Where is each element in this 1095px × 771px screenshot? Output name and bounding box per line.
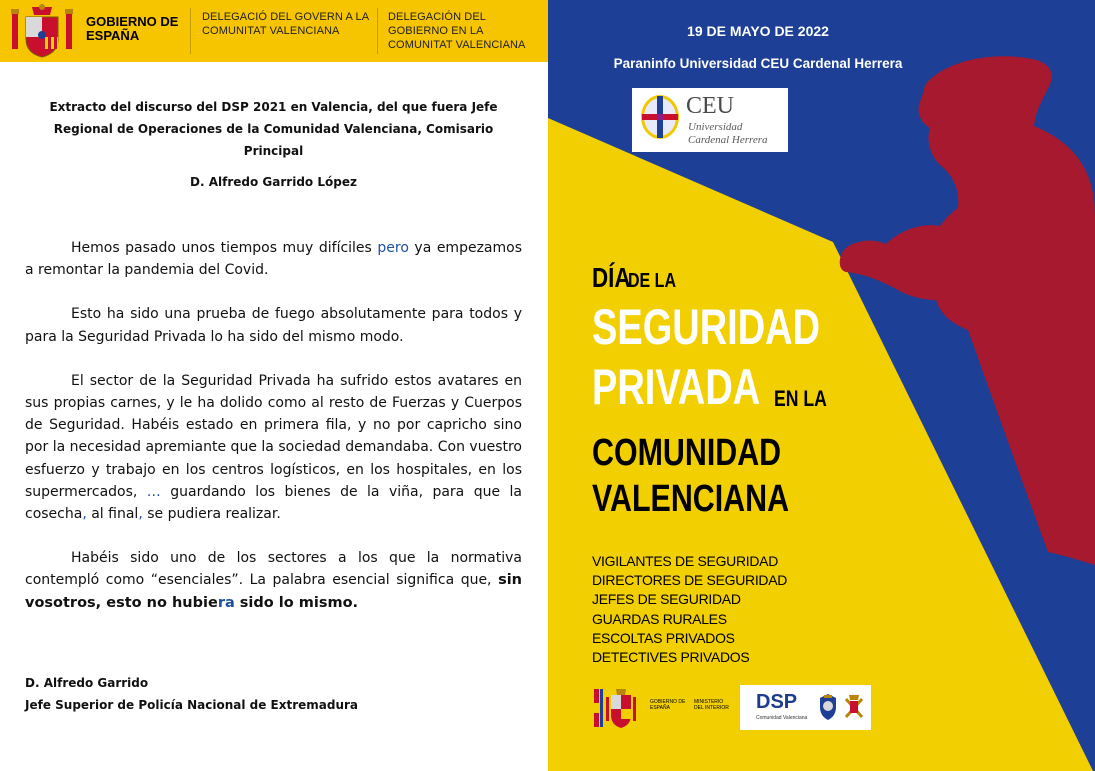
- signature-block: [25, 672, 358, 716]
- ceu-subtitle: Cardenal Herrera: [688, 134, 768, 146]
- title-en-la: EN LA: [774, 386, 827, 411]
- paragraph-highlight: …: [146, 483, 161, 500]
- poster-title-line-1: [592, 262, 688, 294]
- ministry-coat-of-arms-icon: [592, 685, 648, 730]
- government-name: GOBIERNO DE ESPAÑA: [86, 14, 179, 43]
- paragraph-text: se pudiera realizar.: [142, 506, 281, 523]
- paragraph-2: Esto ha sido una prueba de fuego absolutamente para todos y para la Seguridad Privada lo ha sido del mismo modo.: [25, 306, 522, 345]
- paragraph-highlight: ,: [82, 506, 87, 523]
- paragraph-text: Habéis sido uno de los sectores a los que la normativa contempló como “esenciales”. La palabra esencial significa que,: [25, 550, 522, 589]
- coat-of-arms-icon: [10, 3, 74, 59]
- ceu-wordmark: CEU: [686, 93, 734, 119]
- title-privada: PRIVADA: [592, 359, 761, 415]
- ceu-emblem-icon: [640, 94, 680, 140]
- event-poster: [548, 0, 1095, 771]
- header-divider: [377, 8, 378, 54]
- header-divider: [190, 8, 191, 54]
- paragraph-highlight: ,: [138, 506, 143, 523]
- dsp-wordmark: DSP: [756, 691, 798, 713]
- title-comunidad: COMUNIDAD: [592, 432, 782, 474]
- title-dia: DÍA: [592, 262, 631, 293]
- speech-body: [25, 237, 522, 614]
- paragraph-text: Hemos pasado unos tiempos muy difíciles: [71, 240, 378, 256]
- title-seguridad: SEGURIDAD: [592, 299, 821, 355]
- paragraph-text: guardando los bienes de la viña, para que la cosecha: [25, 483, 522, 523]
- delegation-valencian: DELEGACIÓ DEL GOVERN A LA COMUNITAT VALENCIANA: [202, 11, 369, 37]
- paragraph-text: El sector de la Seguridad Privada ha sufrido estos avatares en sus propias carnes, y le ha dolido como al resto de Fuerzas y Cuerpos de Seguridad. Habéis estado en primera fila, y no por capricho sino por la necesidad apremiante que la sociedad demandaba. Con vuestro esfuerzo y trabajo en los centros logísticos, en los hospitales, en los supermercados,: [25, 372, 522, 500]
- paragraph-1: [25, 237, 522, 281]
- guardia-civil-emblem-icon: [842, 693, 866, 721]
- role-item: ESCOLTAS PRIVADOS: [592, 629, 735, 646]
- paragraph-3: [25, 370, 522, 525]
- paragraph-highlight: ra: [217, 594, 235, 611]
- paragraph-highlight: pero: [377, 240, 409, 256]
- speech-author: D. Alfredo Garrido López: [190, 175, 357, 189]
- policia-badge-icon: [818, 693, 838, 721]
- event-venue: Paraninfo Universidad CEU Cardenal Herrera: [613, 56, 903, 71]
- paragraph-4: [25, 547, 522, 614]
- event-date: 19 DE MAYO DE 2022: [687, 23, 829, 39]
- paragraph-emphasis: sido lo mismo.: [234, 594, 359, 611]
- speech-document: [25, 96, 522, 636]
- paragraph-text: al final: [86, 506, 139, 523]
- role-item: DIRECTORES DE SEGURIDAD: [592, 572, 788, 589]
- delegation-spanish: DELEGACIÓN DEL GOBIERNO EN LA COMUNITAT VALENCIANA: [388, 11, 526, 51]
- paragraph-text: ya empezamos a remontar la pandemia del Covid.: [25, 240, 522, 279]
- ministry-logo: [592, 685, 734, 730]
- ceu-logo: [632, 88, 788, 152]
- paragraph-emphasis: sin vosotros, esto no hubie: [25, 572, 522, 611]
- role-item: VIGILANTES DE SEGURIDAD: [592, 553, 779, 569]
- title-valenciana: VALENCIANA: [592, 478, 790, 520]
- roles-list: [592, 552, 787, 667]
- ceu-subtitle: Universidad: [688, 121, 743, 133]
- role-item: JEFES DE SEGURIDAD: [592, 591, 741, 608]
- signature-title: Jefe Superior de Policía Nacional de Extremadura: [25, 698, 359, 712]
- ministry-government-name: GOBIERNO DE ESPAÑA: [650, 699, 686, 711]
- dsp-subtitle: Comunidad Valenciana: [756, 715, 808, 721]
- dsp-logo: [740, 685, 871, 730]
- speech-intro: Extracto del discurso del DSP 2021 en Valencia, del que fuera Jefe Regional de Operaciones de la Comunidad Valenciana, Comisario Principal: [49, 100, 498, 158]
- ministry-name: MINISTERIO DEL INTERIOR: [694, 699, 729, 711]
- title-de-la: DE LA: [628, 270, 677, 292]
- signature-name: D. Alfredo Garrido: [25, 676, 149, 690]
- government-header: [0, 0, 548, 62]
- role-item: DETECTIVES PRIVADOS: [592, 649, 750, 666]
- role-item: GUARDAS RURALES: [592, 610, 727, 627]
